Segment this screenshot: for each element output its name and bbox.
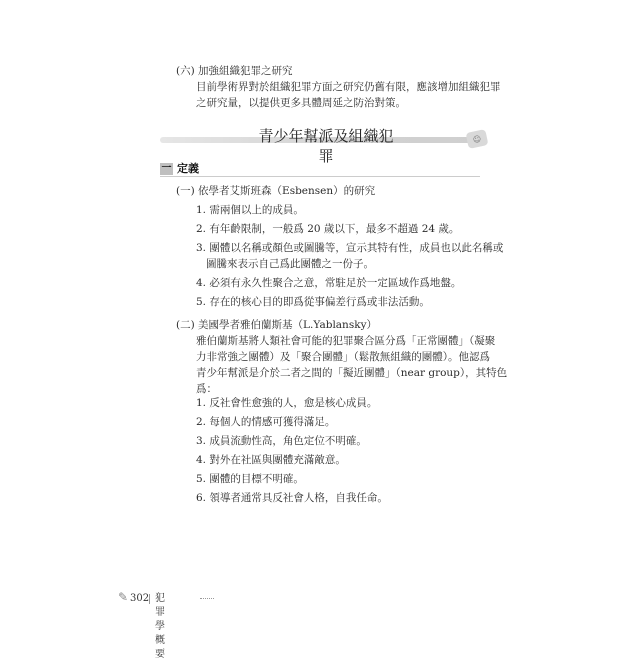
cartoon-face-icon: ☺ bbox=[466, 129, 489, 149]
page-number: 302 bbox=[130, 593, 150, 604]
section-title: 青少年幫派及組織犯罪 bbox=[258, 127, 394, 165]
footer-separator bbox=[149, 594, 150, 604]
list-item-continuation: 圖騰來表示自己爲此團體之一份子。 bbox=[206, 258, 374, 270]
list-item: 4. 對外在社區與團體充滿敵意。 bbox=[196, 454, 346, 466]
list-item: 1. 需兩個以上的成員。 bbox=[196, 204, 304, 216]
part2-paragraph-line: 雅伯蘭斯基將人類社會可能的犯罪聚合區分爲「正常團體」（凝聚 bbox=[196, 335, 496, 347]
list-item: 5. 團體的目標不明確。 bbox=[196, 473, 304, 485]
part1-heading: (一) 依學者艾斯班森（Esbensen）的研究 bbox=[176, 185, 376, 197]
definition-marker: 一 bbox=[161, 163, 172, 174]
heading-divider bbox=[160, 176, 480, 177]
book-title: 犯罪學概要 bbox=[155, 593, 165, 660]
part2-paragraph-line: 爲： bbox=[196, 383, 217, 395]
section-banner bbox=[160, 127, 488, 165]
list-item: 3. 團體以名稱或顏色或圖騰等，宣示其特有性，成員也以此名稱或 bbox=[196, 242, 504, 254]
quill-icon: ✎ bbox=[118, 590, 129, 604]
list-item: 3. 成員流動性高，角色定位不明確。 bbox=[196, 435, 367, 447]
list-item: 6. 領導者通常具反社會人格，自我任命。 bbox=[196, 492, 388, 504]
intro-paragraph-line: 之研究量，以提供更多具體周延之防治對策。 bbox=[196, 97, 406, 109]
intro-heading: (六) 加強組織犯罪之研究 bbox=[176, 65, 293, 77]
part2-heading: (二) 美國學者雅伯蘭斯基（L.Yablansky） bbox=[176, 319, 378, 331]
definition-heading: 定義 bbox=[177, 162, 199, 175]
list-item: 2. 有年齡限制，一般爲 20 歲以下，最多不超過 24 歲。 bbox=[196, 223, 460, 235]
part2-paragraph-line: 青少年幫派是介於二者之間的「擬近團體」（near group），其特色 bbox=[196, 367, 508, 379]
list-item: 4. 必須有永久性聚合之意，常駐足於一定區域作爲地盤。 bbox=[196, 277, 462, 289]
list-item: 2. 每個人的情感可獲得滿足。 bbox=[196, 416, 336, 428]
list-item: 1. 反社會性愈強的人，愈是核心成員。 bbox=[196, 397, 378, 409]
list-item: 5. 存在的核心目的即爲從事偏差行爲或非法活動。 bbox=[196, 296, 430, 308]
footer-dots bbox=[200, 598, 214, 600]
part2-paragraph-line: 力非常強之團體）及「聚合團體」（鬆散無組織的團體）。他認爲 bbox=[196, 351, 490, 363]
intro-paragraph-line: 目前學術界對於組織犯罪方面之研究仍舊有限，應該增加組織犯罪 bbox=[196, 81, 501, 93]
